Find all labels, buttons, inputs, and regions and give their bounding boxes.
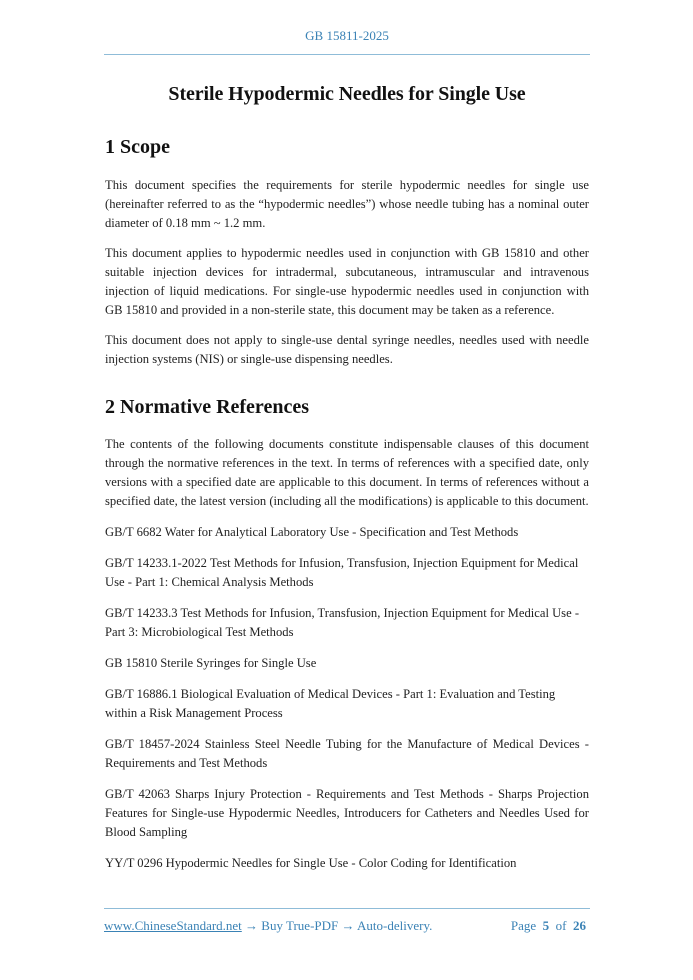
page-footer <box>104 918 586 934</box>
page-total: 26 <box>573 918 586 933</box>
site-link[interactable]: www.ChineseStandard.net <box>104 918 242 933</box>
footer-promo <box>104 918 432 934</box>
reference-item: GB/T 42063 Sharps Injury Protection - Requirements and Test Methods - Sharps Projection Features for Single-use Hypodermic Needles, Introducers for Catheters and Needles Used for Blood Sampling <box>105 787 589 839</box>
reference-item: GB/T 18457-2024 Stainless Steel Needle Tubing for the Manufacture of Medical Devices - Requirements and Test Methods <box>105 737 589 770</box>
page-current: 5 <box>542 918 550 933</box>
section-heading: 2 Normative References <box>105 396 309 418</box>
section-scope <box>105 132 589 369</box>
promo-text: → Buy True-PDF → Auto-delivery. <box>241 918 433 933</box>
reference-item: GB/T 16886.1 Biological Evaluation of Medical Devices - Part 1: Evaluation and Testing within a Risk Management Process <box>105 687 556 720</box>
document-title: Sterile Hypodermic Needles for Single Use <box>168 83 526 105</box>
section-heading: 1 Scope <box>105 136 170 158</box>
reference-item: GB/T 14233.1-2022 Test Methods for Infusion, Transfusion, Injection Equipment for Medical Use - Part 1: Chemical Analysis Methods <box>105 556 579 589</box>
paragraph: This document specifies the requirements for sterile hypodermic needles for single use (hereinafter referred to as the “hypodermic needles”) whose needle tubing has a nominal outer diameter of 0.18 mm ~ 1.2 mm. <box>105 178 589 230</box>
paragraph: The contents of the following documents constitute indispensable clauses of this document through the normative references in the text. In terms of references with a specified date, only versions with a specified date are applicable to this document. In terms of references without a specified date, the latest version (including all the modifications) is applicable to this document. <box>105 437 589 508</box>
paragraph: This document does not apply to single-use dental syringe needles, needles used with needle injection systems (NIS) or single-use dispensing needles. <box>105 333 589 366</box>
footer-divider <box>104 908 590 909</box>
page-of-label: of <box>555 918 567 933</box>
reference-item: YY/T 0296 Hypodermic Needles for Single Use - Color Coding for Identification <box>105 856 517 870</box>
header-divider <box>104 54 590 55</box>
reference-item: GB/T 6682 Water for Analytical Laboratory Use - Specification and Test Methods <box>105 525 519 539</box>
paragraph: This document applies to hypodermic needles used in conjunction with GB 15810 and other suitable injection devices for intradermal, subcutaneous, intramuscular and intravenous injection of liquid medications. For single-use hypodermic needles used in conjunction with GB 15810 and provided in a non-sterile state, this document may be taken as a reference. <box>105 246 589 317</box>
section-normative-references <box>105 392 589 873</box>
reference-item: GB/T 14233.3 Test Methods for Infusion, Transfusion, Injection Equipment for Medical Use - Part 3: Microbiological Test Methods <box>105 606 580 639</box>
running-header: GB 15811-2025 <box>305 28 389 43</box>
reference-item: GB 15810 Sterile Syringes for Single Use <box>105 656 317 670</box>
page-number <box>511 918 586 934</box>
document-body <box>105 132 589 885</box>
page-label: Page <box>510 918 537 933</box>
